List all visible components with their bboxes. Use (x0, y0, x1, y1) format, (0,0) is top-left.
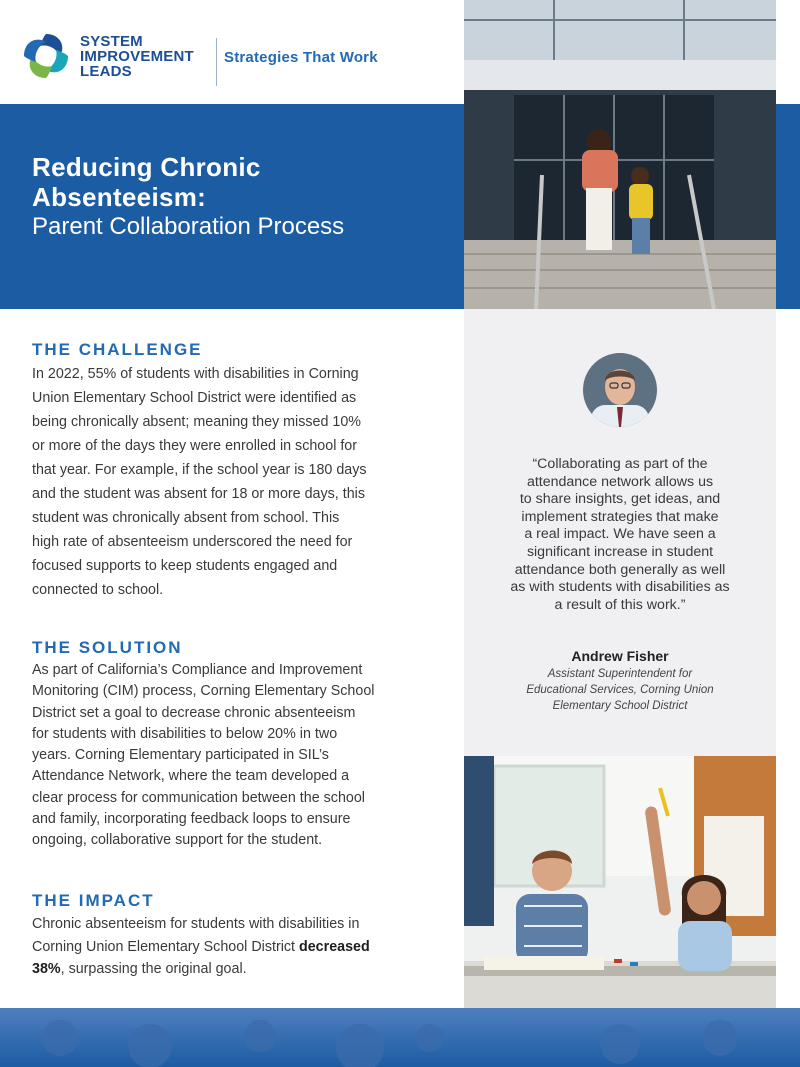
impact-heading: THE IMPACT (32, 891, 155, 910)
quote-line: “Collaborating as part of the (532, 456, 708, 472)
challenge-line: student was chronically absent from school. This (32, 510, 340, 526)
challenge-body (32, 362, 432, 602)
quote-line: a result of this work.” (554, 596, 686, 613)
impact-line (32, 936, 432, 959)
solution-line: Monitoring (CIM) process, Corning Elementary School (32, 683, 375, 700)
solution-line: ongoing, collaborative support for the student. (32, 832, 323, 849)
quote-line: implement strategies that make (521, 508, 719, 525)
challenge-line: and the student was absent for 18 or more days, this (32, 486, 365, 502)
avatar (583, 353, 657, 427)
challenge-line: being chronically absent; meaning they missed 10% (32, 414, 362, 430)
quote-line: attendance both generally as well (514, 561, 726, 578)
impact-highlight: decreased (299, 938, 370, 955)
author-title-line: Elementary School District (552, 700, 688, 712)
challenge-line: connected to school. (32, 582, 164, 598)
logo-line-3: LEADS (80, 63, 132, 80)
page-title-line-1: Reducing Chronic (32, 152, 261, 182)
solution-line: District set a goal to decrease chronic absenteeism (32, 704, 356, 721)
impact-text: Corning Union Elementary School District (32, 938, 299, 955)
solution-heading: THE SOLUTION (32, 638, 183, 657)
solution-line: As part of California’s Compliance and Improvement (32, 662, 363, 678)
impact-line: Chronic absenteeism for students with disabilities in (32, 916, 360, 932)
author-title-line: Educational Services, Corning Union (526, 684, 714, 696)
solution-line: and family, incorporating feedback loops to ensure (32, 811, 351, 828)
header-divider (216, 38, 217, 86)
solution-body (32, 660, 432, 852)
logo-wordmark (80, 34, 194, 79)
impact-body (32, 913, 432, 981)
solution-line: years. Corning Elementary participated in SIL’s (32, 747, 329, 764)
solution-line: Attendance Network, where the team developed a (32, 768, 350, 785)
solution-line: clear process for communication between the school (32, 789, 365, 806)
solution-line: for students with disabilities to below 20% in two (32, 725, 338, 742)
headshot-illustration (583, 353, 657, 427)
challenge-line: focused supports to keep students engaged and (32, 558, 338, 574)
author-title-line: Assistant Superintendent for (547, 668, 693, 680)
logo (20, 26, 210, 84)
logo-line-1: SYSTEM (80, 33, 143, 50)
logo-line-2: IMPROVEMENT (80, 48, 194, 65)
page-subtitle: Parent Collaboration Process (32, 213, 345, 240)
challenge-line: that year. For example, if the school year is 180 days (32, 462, 367, 478)
quote-line: attendance network allows us (526, 473, 714, 490)
quote-author-title (490, 666, 750, 714)
challenge-line: or more of the days they were enrolled in school for (32, 438, 358, 454)
impact-line (32, 958, 432, 981)
tagline: Strategies That Work (224, 49, 378, 66)
quote-author-name: Andrew Fisher (571, 648, 669, 664)
challenge-line: In 2022, 55% of students with disabilities in Corning (32, 366, 359, 382)
title-band-edge (776, 104, 800, 309)
impact-text: , surpassing the original goal. (60, 961, 247, 977)
challenge-line: high rate of absenteeism underscored the need for (32, 534, 353, 550)
quote-line: as with students with disabilities as (510, 579, 730, 596)
quote-line: significant increase in student (526, 543, 714, 560)
challenge-heading: THE CHALLENGE (32, 340, 203, 359)
impact-percent: 38% (32, 961, 61, 977)
quote-line: a real impact. We have seen a (524, 526, 716, 543)
footer-band (0, 1008, 800, 1067)
logo-swirl-icon (20, 30, 72, 82)
footer-crowd-illustration (0, 1008, 800, 1067)
testimonial-quote (480, 456, 760, 614)
challenge-line: Union Elementary School District were identified as (32, 390, 357, 406)
school-entrance-illustration (464, 0, 776, 309)
school-entrance-photo (464, 0, 776, 309)
quote-line: to share insights, get ideas, and (519, 491, 721, 508)
page-title-line-2: Absenteeism: (32, 182, 207, 212)
